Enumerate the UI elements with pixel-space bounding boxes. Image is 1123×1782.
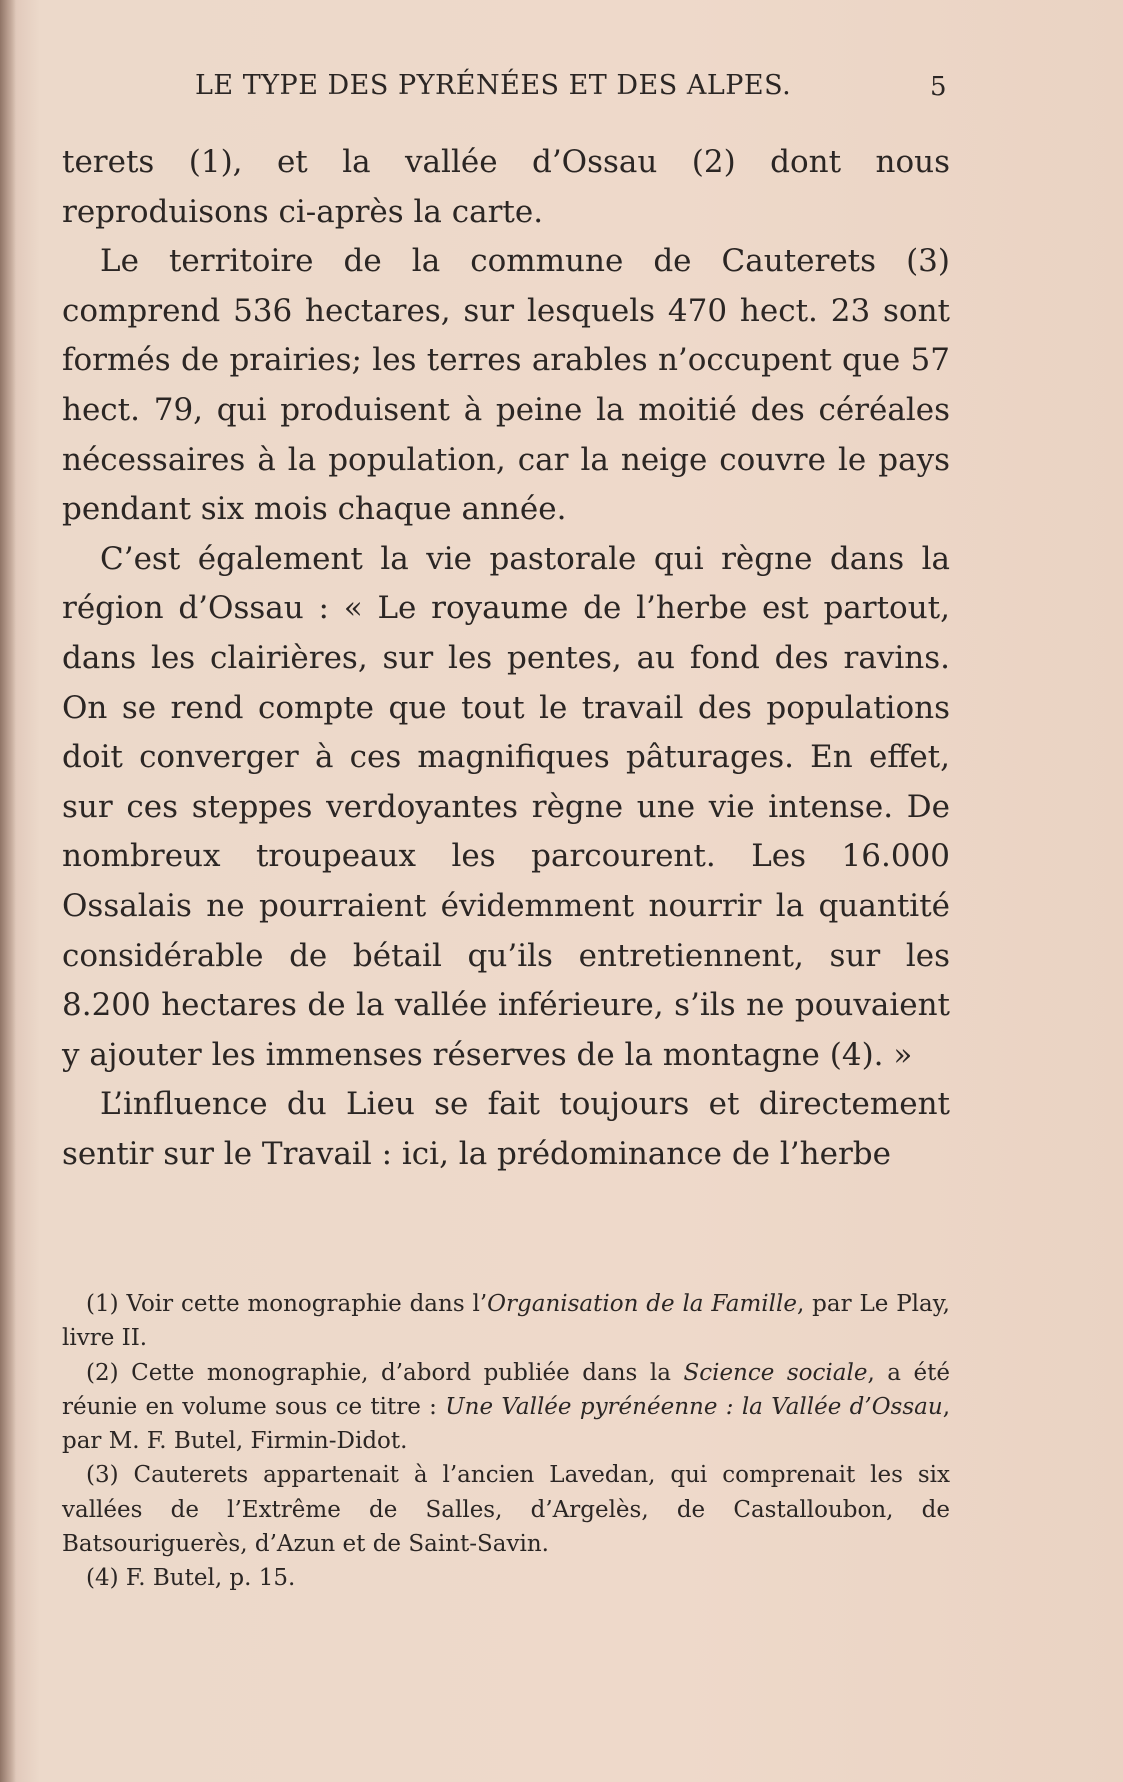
footnotes [62,1287,950,1596]
footnote-3: (3) Cauterets appartenait à l’ancien Lavedan, qui comprenait les six vallées de l’Extrême de Salles, d’Argelès, de Castalloubon, de Batsouriguerès, d’Azun et de Saint-Savin. [62,1462,950,1558]
footnote-1-text-a: (1) Voir cette monographie dans l’ [86,1291,488,1317]
paragraph-4: L’influence du Lieu se fait toujours et directement sentir sur le Travail : ici, la prédominance de l’herbe [62,1086,950,1172]
footnote-1 [62,1287,950,1356]
binding-shadow [0,0,16,1782]
paragraph-2: Le territoire de la commune de Cauterets (3) comprend 536 hectares, sur lesquels 470 hect. 23 sont formés de prairies; les terres arables n’occupent que 57 hect. 79, qui produisent à peine la moitié des céréales nécessaires à la population, car la neige couvre le pays pendant six mois chaque année. [62,243,950,528]
footnote-2 [62,1356,950,1459]
footnote-2-text-a: (2) Cette monographie, d’abord publiée dans la [86,1359,684,1386]
running-head: LE TYPE DES PYRÉNÉES ET DES ALPES. [195,70,792,101]
paragraph-3: C’est également la vie pastorale qui règne dans la région d’Ossau : « Le royaume de l’herbe est partout, dans les clairières, sur les pentes, au fond des ravins. On se rend compte que tout le travail des populations doit converger à ces magnifiques pâturages. En effet, sur ces steppes verdoyantes règne une vie intense. De nombreux troupeaux les parcourent. Les 16.000 Ossalais ne pourraient évidemment nourrir la quantité considérable de bétail qu’ils entretiennent, sur les 8.200 hectares de la vallée inférieure, s’ils ne pouvaient y ajouter les immenses réserves de la montagne (4). » [62,540,950,1073]
footnote-2-text-c: , a été réunie en volume sous ce titre : [62,1359,950,1420]
footnote-1-text-c: , par Le Play, livre II. [62,1291,950,1352]
paragraph-1: terets (1), et la vallée d’Ossau (2) dont nous reproduisons ci-après la carte. [62,144,950,230]
footnote-1-title: Organisation de la Famille [487,1291,797,1317]
footnote-2-text-e: , par M. F. Butel, Firmin-Didot. [62,1393,951,1455]
footnote-4: (4) F. Butel, p. 15. [86,1565,296,1592]
page-number: 5 [930,72,947,102]
footnote-2-journal: Science sociale [683,1359,868,1386]
footnote-2-title: Une Vallée pyrénéenne : la Vallée d’Ossau [445,1393,943,1420]
body-text [62,138,950,1179]
